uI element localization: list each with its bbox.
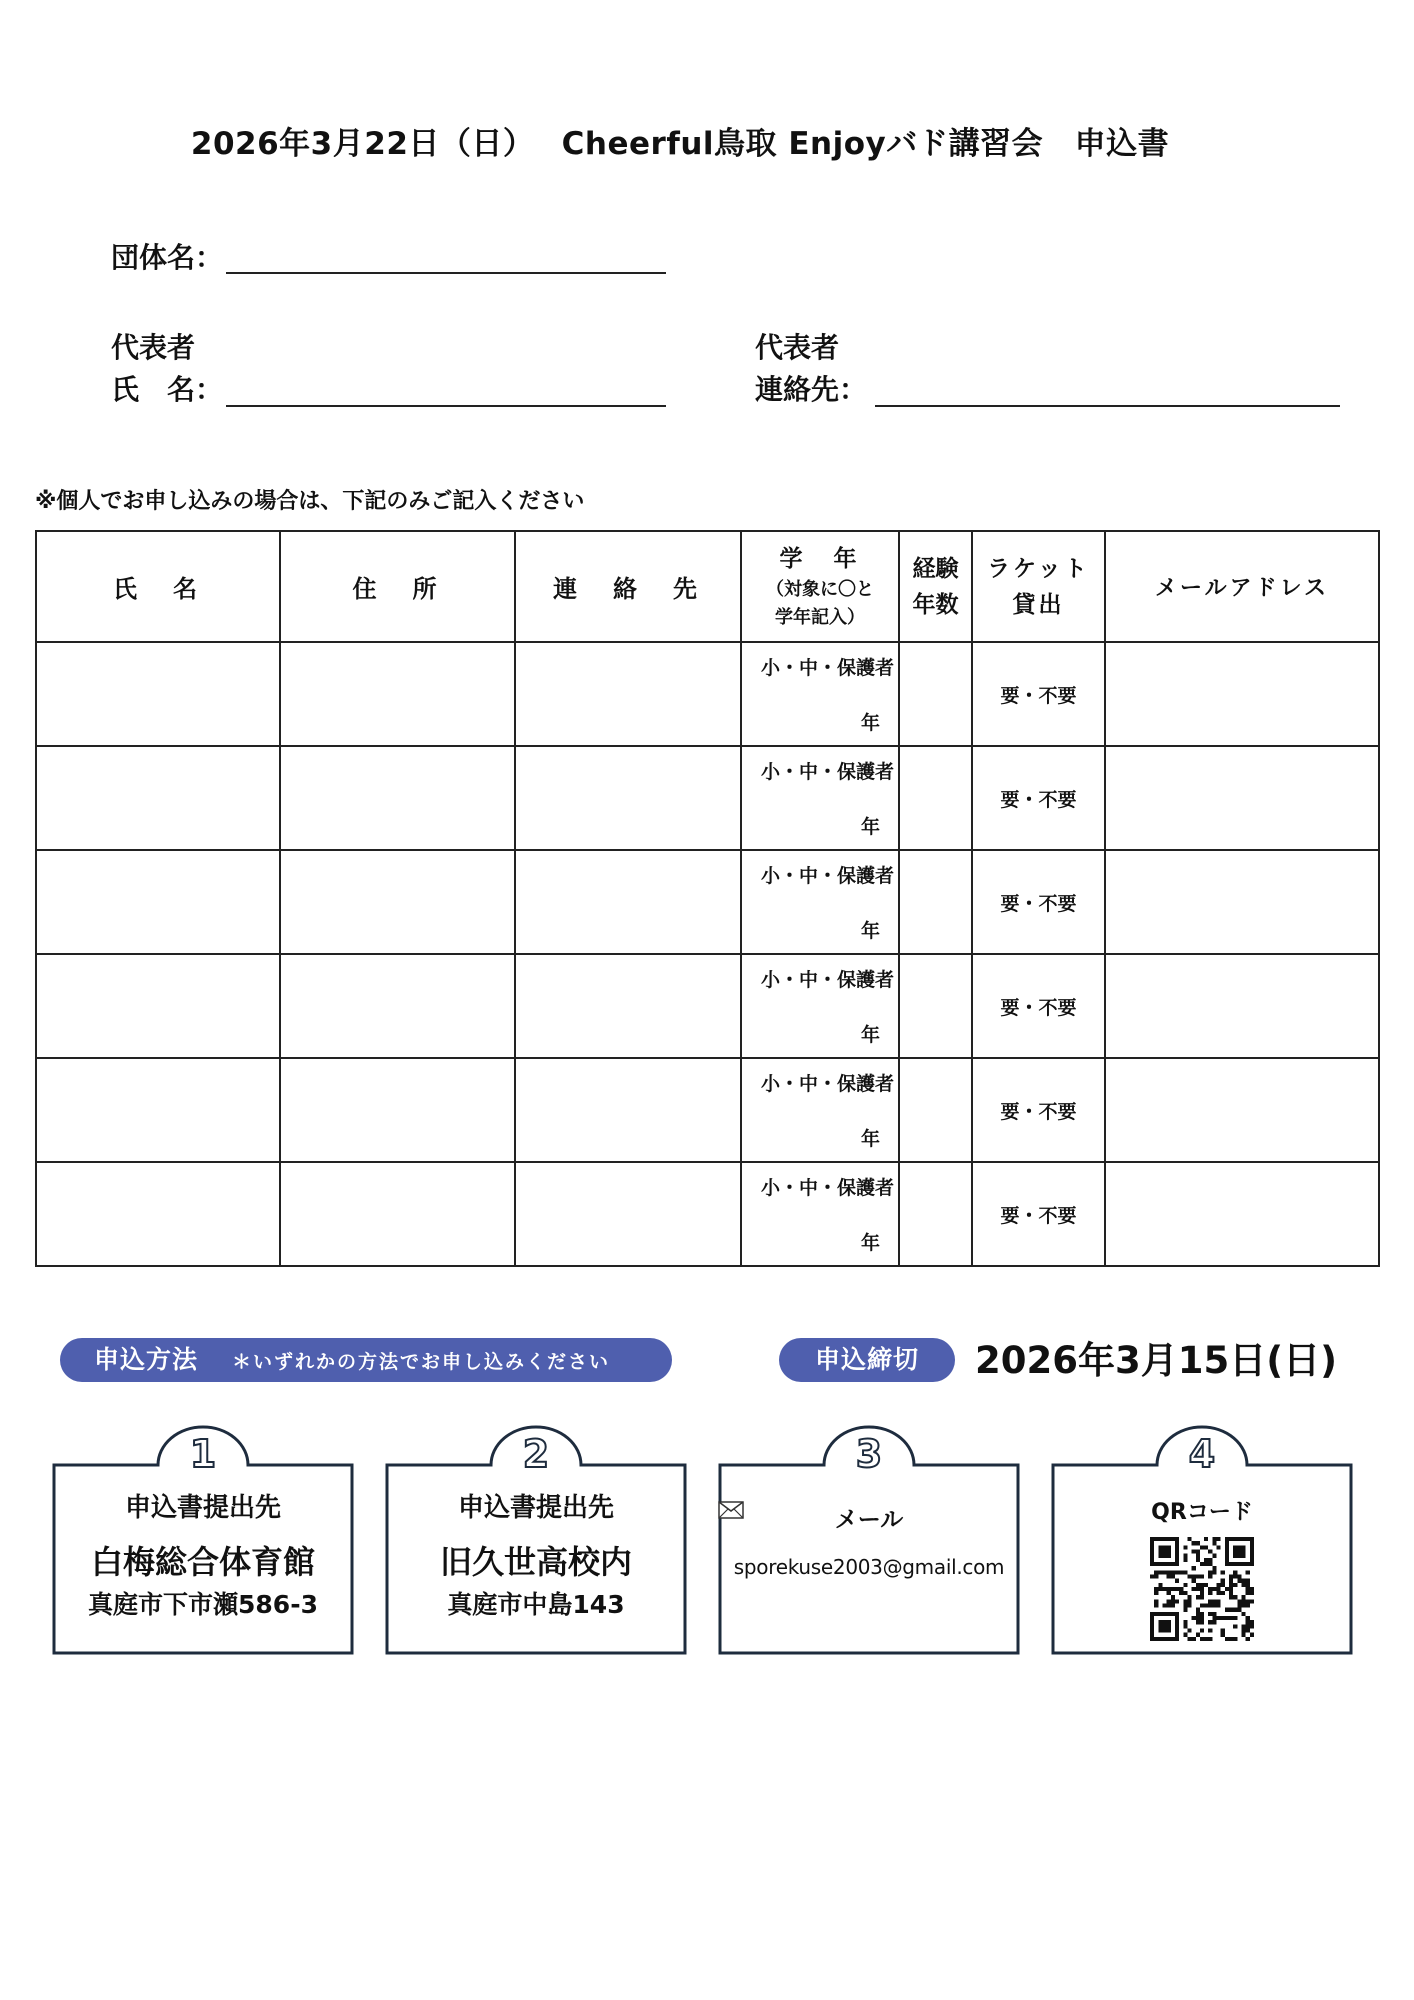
email-cell[interactable] <box>1105 642 1379 746</box>
experience-cell[interactable] <box>899 746 972 850</box>
group-name-field[interactable] <box>226 272 666 274</box>
contact-cell[interactable] <box>515 1162 741 1266</box>
grade-options: 小・中・保護者 <box>760 657 894 679</box>
table-row <box>36 954 1379 1058</box>
header-email: メールアドレス <box>1105 531 1379 642</box>
table-row <box>36 850 1379 954</box>
grade-options: 小・中・保護者 <box>760 761 894 783</box>
header-grade: 学 年 （対象に〇と 学年記入） <box>741 531 899 642</box>
rep-contact-label-top: 代表者 <box>755 331 840 364</box>
rep-name-label-top: 代表者 <box>111 331 196 364</box>
racket-options: 要・不要 <box>1000 684 1077 707</box>
entry-table <box>35 530 1380 1267</box>
racket-options: 要・不要 <box>1000 1100 1077 1123</box>
card-heading: メール <box>834 1507 904 1533</box>
card-place: 旧久世高校内 <box>439 1543 632 1581</box>
address-cell[interactable] <box>280 954 515 1058</box>
racket-options: 要・不要 <box>1000 892 1077 915</box>
racket-cell[interactable] <box>972 746 1105 850</box>
racket-cell[interactable] <box>972 850 1105 954</box>
racket-cell[interactable] <box>972 1162 1105 1266</box>
grade-options: 小・中・保護者 <box>760 1177 894 1199</box>
table-row <box>36 1162 1379 1266</box>
experience-cell[interactable] <box>899 1162 972 1266</box>
grade-options: 小・中・保護者 <box>760 1073 894 1095</box>
contact-cell[interactable] <box>515 850 741 954</box>
racket-cell[interactable] <box>972 642 1105 746</box>
qr-code-icon[interactable] <box>1150 1537 1254 1641</box>
header-address: 住 所 <box>280 531 515 642</box>
racket-options: 要・不要 <box>1000 788 1077 811</box>
experience-cell[interactable] <box>899 642 972 746</box>
card-number-3: 3 <box>855 1432 883 1476</box>
grade-cell[interactable] <box>741 642 899 746</box>
grade-year: 年 <box>860 1024 880 1046</box>
name-cell[interactable] <box>36 954 280 1058</box>
contact-cell[interactable] <box>515 642 741 746</box>
method-banner <box>60 1338 672 1382</box>
card-email[interactable]: sporekuse2003@gmail.com <box>733 1555 1005 1579</box>
header-racket: ラケット 貸出 <box>972 531 1105 642</box>
card-number-2: 2 <box>522 1432 550 1476</box>
grade-cell[interactable] <box>741 1058 899 1162</box>
email-cell[interactable] <box>1105 954 1379 1058</box>
address-cell[interactable] <box>280 746 515 850</box>
grade-options: 小・中・保護者 <box>760 865 894 887</box>
name-cell[interactable] <box>36 746 280 850</box>
grade-cell[interactable] <box>741 746 899 850</box>
email-cell[interactable] <box>1105 850 1379 954</box>
envelope-icon <box>718 1501 744 1519</box>
grade-year: 年 <box>860 1128 880 1150</box>
grade-options: 小・中・保護者 <box>760 969 894 991</box>
card-address: 真庭市下市瀬586-3 <box>88 1590 318 1619</box>
deadline-label: 申込締切 <box>779 1338 955 1382</box>
grade-year: 年 <box>860 816 880 838</box>
rep-contact-field[interactable] <box>875 405 1340 407</box>
rep-name-label: 氏 名： <box>111 373 224 406</box>
contact-cell[interactable] <box>515 1058 741 1162</box>
name-cell[interactable] <box>36 850 280 954</box>
card-heading: 申込書提出先 <box>457 1493 614 1523</box>
individual-note: ※個人でお申し込みの場合は、下記のみご記入ください <box>35 489 585 514</box>
header-contact: 連 絡 先 <box>515 531 741 642</box>
table-header-row <box>36 531 1379 642</box>
method-note: ＊いずれかの方法でお申し込みください <box>232 1351 611 1373</box>
email-cell[interactable] <box>1105 1058 1379 1162</box>
experience-cell[interactable] <box>899 954 972 1058</box>
grade-year: 年 <box>860 920 880 942</box>
grade-cell[interactable] <box>741 954 899 1058</box>
card-number-4: 4 <box>1188 1432 1216 1476</box>
grade-year: 年 <box>860 712 880 734</box>
contact-cell[interactable] <box>515 954 741 1058</box>
racket-cell[interactable] <box>972 1058 1105 1162</box>
deadline-date: 2026年3月15日(日) <box>975 1339 1338 1382</box>
experience-cell[interactable] <box>899 1058 972 1162</box>
email-cell[interactable] <box>1105 1162 1379 1266</box>
contact-cell[interactable] <box>515 746 741 850</box>
page-title: 2026年3月22日（日） Cheerful鳥取 Enjoyバド講習会 申込書 <box>190 126 1170 162</box>
group-name-label: 団体名： <box>111 241 224 274</box>
table-row <box>36 1058 1379 1162</box>
email-cell[interactable] <box>1105 746 1379 850</box>
grade-cell[interactable] <box>741 850 899 954</box>
card-address: 真庭市中島143 <box>447 1590 625 1619</box>
name-cell[interactable] <box>36 1058 280 1162</box>
method-label: 申込方法 <box>94 1345 199 1374</box>
card-heading: QRコード <box>1151 1500 1253 1525</box>
address-cell[interactable] <box>280 850 515 954</box>
racket-cell[interactable] <box>972 954 1105 1058</box>
header-experience: 経験 年数 <box>899 531 972 642</box>
address-cell[interactable] <box>280 1162 515 1266</box>
address-cell[interactable] <box>280 642 515 746</box>
card-place: 白梅総合体育館 <box>90 1543 315 1581</box>
table-row <box>36 642 1379 746</box>
table-row <box>36 746 1379 850</box>
experience-cell[interactable] <box>899 850 972 954</box>
racket-options: 要・不要 <box>1000 996 1077 1019</box>
card-number-1: 1 <box>189 1432 217 1476</box>
header-name: 氏 名 <box>36 531 280 642</box>
card-heading: 申込書提出先 <box>124 1493 281 1523</box>
address-cell[interactable] <box>280 1058 515 1162</box>
grade-year: 年 <box>860 1232 880 1254</box>
grade-cell[interactable] <box>741 1162 899 1266</box>
racket-options: 要・不要 <box>1000 1204 1077 1227</box>
card-heading-row <box>718 1501 1020 1534</box>
name-cell[interactable] <box>36 1162 280 1266</box>
rep-name-field[interactable] <box>226 405 666 407</box>
rep-contact-label: 連絡先： <box>755 373 868 406</box>
name-cell[interactable] <box>36 642 280 746</box>
